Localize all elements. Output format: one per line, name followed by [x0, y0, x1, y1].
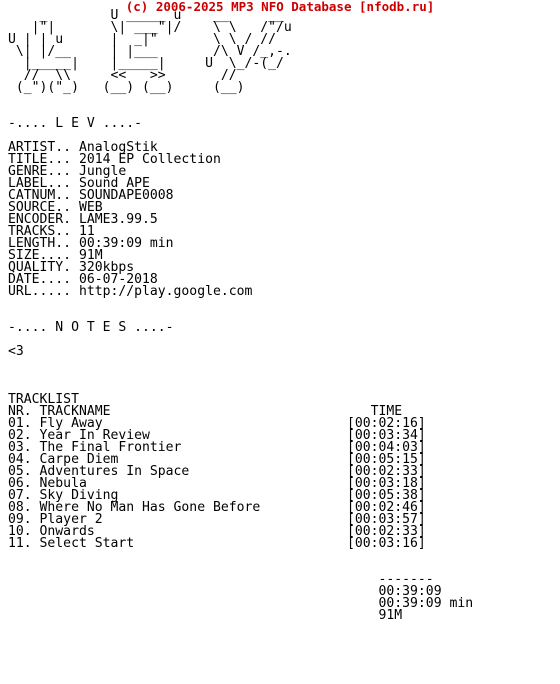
- info-size: SIZE.... 91M: [8, 248, 103, 263]
- blank-line: [8, 94, 473, 106]
- track-row: 11. Select Start [00:03:16]: [8, 536, 426, 551]
- nfo-text: [8, 10, 473, 622]
- track-row: 06. Nebula [00:03:18]: [8, 476, 426, 491]
- blank-line: [8, 334, 473, 346]
- notes-banner: -.... N O T E S ....-: [8, 320, 174, 335]
- logo-line: |"| \| ___"|/ \ \ /"/u: [8, 20, 292, 35]
- tracklist-header: NR. TRACKNAME TIME: [8, 404, 403, 419]
- blank-line: [8, 358, 473, 370]
- summary-divider: -------: [8, 572, 434, 587]
- track-row: 01. Fly Away [00:02:16]: [8, 416, 426, 431]
- track-row: 05. Adventures In Space [00:02:33]: [8, 464, 426, 479]
- logo-line: // \\ << >> //: [8, 68, 237, 83]
- track-row: 02. Year In Review [00:03:34]: [8, 428, 426, 443]
- track-row: 07. Sky Diving [00:05:38]: [8, 488, 426, 503]
- blank-line: [8, 370, 473, 382]
- nfodb-credit-header: (c) 2006-2025 MP3 NFO Database [nfodb.ru]: [125, 0, 435, 14]
- logo-line: |_____| |_____| U \_/-(_/: [8, 56, 284, 71]
- info-quality: QUALITY. 320kbps: [8, 260, 135, 275]
- track-row: 04. Carpe Diem [00:05:15]: [8, 452, 426, 467]
- info-date: DATE.... 06-07-2018: [8, 272, 158, 287]
- title-banner: -.... L E V ....-: [8, 116, 143, 131]
- blank-line: [8, 298, 473, 310]
- info-length: LENGTH.. 00:39:09 min: [8, 236, 174, 251]
- summary-total-time: 00:39:09: [8, 584, 442, 599]
- info-artist: ARTIST.. AnalogStik: [8, 140, 158, 155]
- track-row: 08. Where No Man Has Gone Before [00:02:46]: [8, 500, 426, 515]
- info-encoder: ENCODER. LAME3.99.5: [8, 212, 158, 227]
- info-title: TITLE... 2014 EP Collection: [8, 152, 221, 167]
- info-url: URL..... http://play.google.com: [8, 284, 253, 299]
- logo-line: (_")("_) (__) (__) (__): [8, 80, 245, 95]
- track-row: 10. Onwards [00:02:33]: [8, 524, 426, 539]
- tracklist-title: TRACKLIST: [8, 392, 79, 407]
- summary-total-length: 00:39:09 min: [8, 596, 474, 611]
- summary-total-size: 91M: [8, 608, 403, 623]
- info-label: LABEL... Sound APE: [8, 176, 150, 191]
- logo-line: U | | u | _|" \ \ / //: [8, 32, 277, 47]
- info-tracks: TRACKS.. 11: [8, 224, 95, 239]
- info-source: SOURCE.. WEB: [8, 200, 103, 215]
- notes-text: <3: [8, 344, 24, 359]
- blank-line: [8, 550, 473, 562]
- info-catnum: CATNUM.. SOUNDAPE0008: [8, 188, 174, 203]
- logo-line: _ U _____ u __ __: [8, 8, 284, 23]
- logo-line: \| |/__ | |___ /\ V /_,-.: [8, 44, 292, 59]
- track-row: 09. Player 2 [00:03:57]: [8, 512, 426, 527]
- info-genre: GENRE... Jungle: [8, 164, 127, 179]
- track-row: 03. The Final Frontier [00:04:03]: [8, 440, 426, 455]
